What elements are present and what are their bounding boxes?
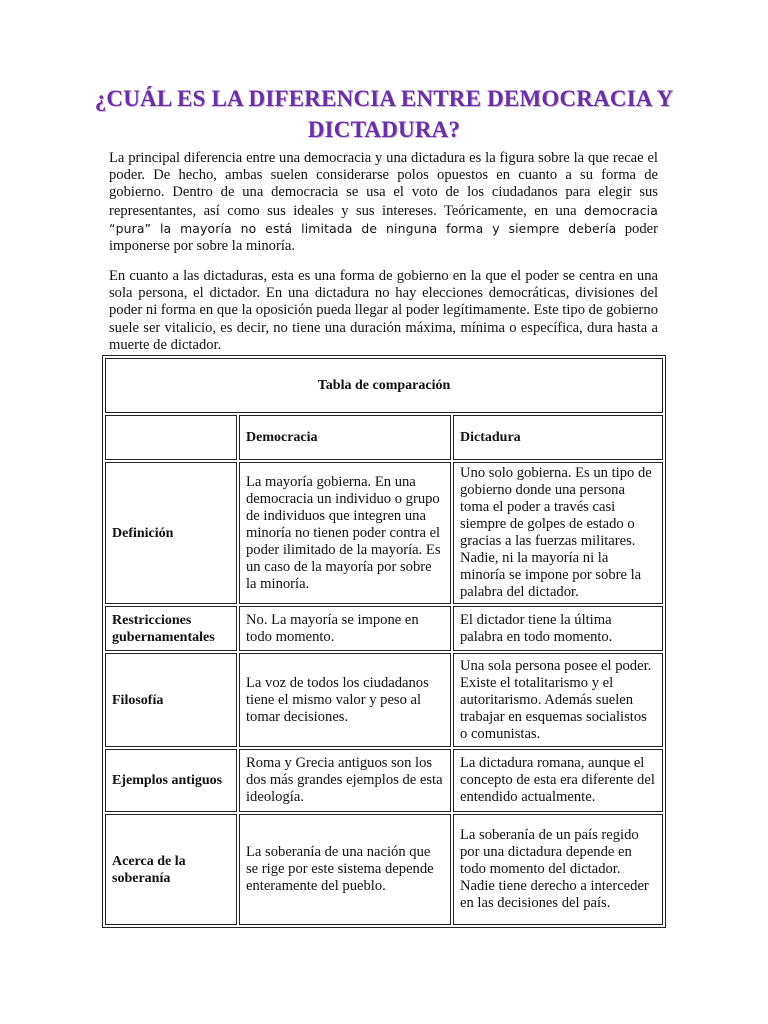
table-row [105, 462, 663, 604]
row-label-definicion: Definición [105, 462, 237, 604]
cell-democracia: La mayoría gobierna. En una democracia un individuo o grupo de individuos que integren una minoría no tienen poder contra el poder ilimitado de la mayoría. Es un caso de la mayoría por sobre la minoría. [239, 462, 451, 604]
intro-text-b: democracia “pura” la mayoría no está limitada de ninguna forma y siempre debería [109, 202, 658, 236]
header-democracia: Democracia [239, 415, 451, 460]
dictatorship-paragraph: En cuanto a las dictaduras, esta es una forma de gobierno en la que el poder se centra en una sola persona, el dictador. En una dictadura no hay elecciones democráticas, divisiones del poder ni forma en que la oposición pueda llegar al poder legítimamente. Este tipo de gobierno suele ser vitalicio, es decir, no tiene una duración máxima, mínima o específica, dura hasta a muerte de dictador. [109, 268, 658, 353]
cell-democracia: No. La mayoría se impone en todo momento. [239, 606, 451, 651]
page-title [0, 83, 768, 145]
header-empty-cell [105, 415, 237, 460]
page-title-line-1: ¿CUÁL ES LA DIFERENCIA ENTRE DEMOCRACIA Y [94, 86, 674, 111]
table-row [105, 749, 663, 812]
table-row [105, 606, 663, 651]
cell-dictadura: La dictadura romana, aunque el concepto de esta era diferente del entendido actualmente. [453, 749, 663, 812]
table-caption-row [105, 358, 663, 413]
page-title-line-2: DICTADURA? [307, 117, 461, 142]
header-dictadura: Dictadura [453, 415, 663, 460]
row-label-restricciones: Restricciones gubernamentales [105, 606, 237, 651]
row-label-soberania: Acerca de la soberanía [105, 814, 237, 925]
intro-text-a: La principal diferencia entre una democracia y una dictadura es la figura sobre la que recae el poder. De hecho, ambas suelen considerarse polos opuestos en cuanto a su forma de gobierno. Dentro de una democracia se usa el voto de los ciudadanos para elegir sus representantes, así como sus ideales y sus intereses. Teóricamente, en una [109, 150, 658, 219]
table-row [105, 814, 663, 925]
cell-dictadura: Una sola persona posee el poder. Existe el totalitarismo y el autoritarismo. Además suelen trabajar en esquemas socialistos o comunistas. [453, 653, 663, 747]
cell-dictadura: Uno solo gobierna. Es un tipo de gobierno donde una persona toma el poder a través casi siempre de golpes de estado o gracias a las fuerzas militares. Nadie, ni la mayoría ni la minoría se impone por sobre la palabra del dictador. [453, 462, 663, 604]
cell-democracia: La voz de todos los ciudadanos tiene el mismo valor y peso al tomar decisiones. [239, 653, 451, 747]
cell-dictadura: El dictador tiene la última palabra en todo momento. [453, 606, 663, 651]
cell-democracia: Roma y Grecia antiguos son los dos más grandes ejemplos de esta ideología. [239, 749, 451, 812]
intro-paragraph [109, 150, 658, 255]
table-header-row [105, 415, 663, 460]
cell-democracia: La soberanía de una nación que se rige por este sistema depende enteramente del pueblo. [239, 814, 451, 925]
intro-text-c: poder imponerse por sobre la minoría. [109, 220, 658, 255]
table-row [105, 653, 663, 747]
row-label-ejemplos: Ejemplos antiguos [105, 749, 237, 812]
row-label-filosofia: Filosofía [105, 653, 237, 747]
comparison-table [102, 355, 666, 928]
table-caption: Tabla de comparación [105, 358, 663, 413]
cell-dictadura: La soberanía de un país regido por una dictadura depende en todo momento del dictador. Nadie tiene derecho a interceder en las decisiones del país. [453, 814, 663, 925]
